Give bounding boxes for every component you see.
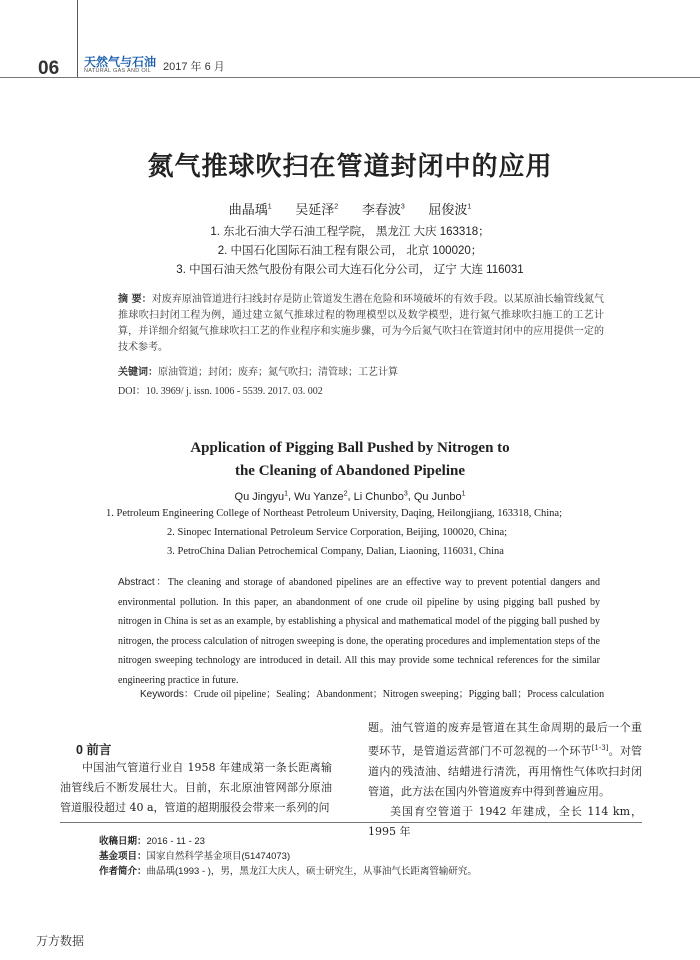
author-en: Qu Jingyu$^1$ — [234, 490, 288, 503]
doi: DOI：10. 3969/ j. issn. 1006 - 5539. 2017. 03. 002 — [118, 386, 323, 397]
abstract-en — [118, 573, 600, 690]
affiliation-cn-2: 2. 中国石化国际石油工程有限公司， 北京 100020； — [217, 245, 483, 257]
section-title-intro: 0 前言 — [76, 743, 112, 757]
body-paragraph: 美国育空管道于 1942 年建成，全长 114 km，1995 年 — [368, 804, 642, 838]
keywords-cn — [118, 365, 604, 381]
affiliation-cn-1: 1. 东北石油大学石油工程学院， 黑龙江 大庆 163318； — [210, 226, 490, 238]
header-divider-vertical — [77, 0, 78, 78]
abstract-cn — [118, 292, 604, 356]
bottom-watermark: 万方数据 — [36, 934, 85, 948]
title-en-line-2: the Cleaning of Abandoned Pipeline — [234, 463, 466, 479]
author-en: Li Chunbo$^3$ — [353, 490, 408, 503]
footnote-author-bio: 作者简介：曲晶瑀(1993 - )，男，黑龙江大庆人，硕士研究生，从事油气长距离管输研究。 — [99, 866, 477, 877]
journal-logo-en: NATURAL GAS AND OIL — [84, 68, 152, 74]
page-number: 06 — [38, 58, 60, 79]
abstract-en-label: Abstract： — [118, 577, 168, 588]
keywords-en-text: Crude oil pipeline；Sealing；Abandonment；Nitrogen sweeping；Pigging ball；Process calculation — [193, 689, 605, 700]
keywords-cn-label: 关键词： — [118, 367, 158, 378]
abstract-cn-text: 对废弃原油管道进行扫线封存是防止管道发生潜在危险和环境破坏的有效手段。以某原油长输管线氮气推球吹扫封闭工程为例，通过建立氮气推球过程的物理模型以及数学模型，进行氮气推球吹扫施工的工艺计算，并详细介绍氮气推球吹扫工艺的作业程序和实施步骤，可为今后氮气吹扫在管道封闭中的应用提供一定的技术参考。 — [118, 294, 605, 353]
author-en: Qu Junbo$^1$ — [413, 490, 466, 503]
journal-logo-cn: 天然气与石油 — [84, 55, 157, 69]
citation-ref: [1-3] — [591, 744, 609, 752]
authors-cn — [0, 199, 700, 218]
footnote-divider — [60, 822, 642, 823]
author-cn: 吴延泽$^2$ — [295, 202, 339, 217]
footnote-funding: 基金项目：国家自然科学基金项目(51474073) — [99, 851, 291, 862]
body-paragraph: 中国油气管道行业自 1958 年建成第一条长距离输油管线后不断发展壮大。目前，东北原油管网部分原油管道服役超过 40 a，管道的超期服役会带来一系列的问 — [60, 761, 332, 814]
keywords-en — [140, 685, 604, 700]
title-en — [0, 437, 700, 483]
issue-date: 2017 年 6 月 — [163, 61, 225, 73]
body-right-column — [368, 718, 642, 842]
author-cn: 曲晶瑀$^1$ — [228, 202, 272, 217]
title-cn: 氮气推球吹扫在管道封闭中的应用 — [147, 152, 553, 182]
affiliation-en-3: 3. PetroChina Dalian Petrochemical Company, Dalian, Liaoning, 116031, China — [167, 546, 504, 557]
abstract-en-text: The cleaning and storage of abandoned pipelines are an effective way to prevent potential dangers and environmental pollution. In this paper, an abandonment of one crude oil pipeline by using pigging ball pushed by nitrogen in China is set as an example, by establishing a physical and mathematical model of the pigging ball pushed by nitrogen, the process calculation of nitrogen sweeping is done, the operating procedures and implementation steps of the nitrogen sweeping technology are introduced in detail. All this may provide some technical references for the similar engineering practice in future. — [118, 577, 600, 686]
author-cn: 李春波$^3$ — [361, 202, 405, 217]
authors-en: Qu Jingyu$^1$, Wu Yanze$^2$, Li Chunbo$^3$, Qu Junbo$^1$ — [234, 490, 466, 503]
affiliation-cn-3: 3. 中国石油天然气股份有限公司大连石化分公司， 辽宁 大连 116031 — [176, 264, 524, 276]
body-paragraph: 题。油气管道的废弃是管道在其生命周期的最后一个重要环节，是管道运营部门不可忽视的一个环节[1-3]。对管道内的残渣油、结蜡进行清洗，再用惰性气体吹扫封闭管道，此方法在国内外管道废弃中得到普遍应用。 — [368, 721, 643, 798]
author-cn: 屈俊波$^1$ — [428, 202, 472, 217]
body-left-column — [60, 758, 332, 818]
author-en: Wu Yanze$^2$ — [294, 490, 348, 503]
keywords-en-label: Keywords： — [140, 689, 194, 700]
affiliation-en-1: 1. Petroleum Engineering College of Northeast Petroleum University, Daqing, Heilongjiang, 163318, China; — [106, 508, 562, 519]
affiliation-en-2: 2. Sinopec International Petroleum Service Corporation, Beijing, 100020, China; — [167, 527, 508, 538]
header-divider-horizontal — [0, 77, 700, 78]
title-en-line-1: Application of Pigging Ball Pushed by Nitrogen to — [190, 440, 510, 456]
keywords-cn-text: 原油管道；封闭；废弃；氮气吹扫；清管球；工艺计算 — [158, 367, 398, 378]
abstract-cn-label: 摘 要： — [118, 294, 152, 305]
footnote-received: 收稿日期：2016 - 11 - 23 — [99, 836, 205, 847]
